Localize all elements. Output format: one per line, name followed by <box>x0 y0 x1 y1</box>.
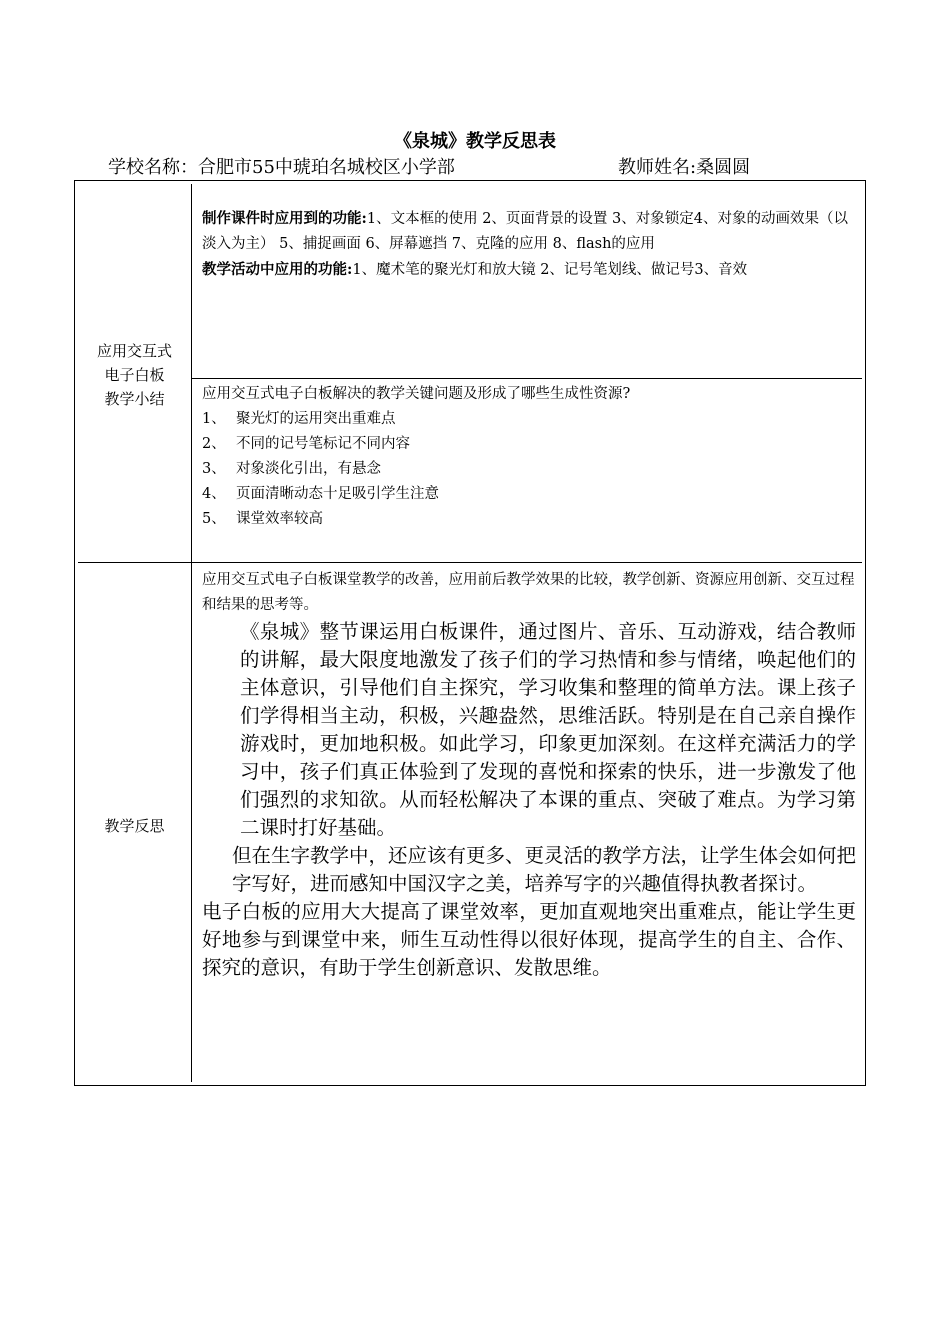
teacher-name: 教师姓名:桑圆圆 <box>618 157 751 178</box>
reflection-prompt: 应用交互式电子白板课堂教学的改善，应用前后教学效果的比较，教学创新、资源应用创新、交互过程和结果的思考等。 <box>202 572 855 613</box>
section1-label <box>78 339 191 411</box>
reflection-paragraph: 但在生字教学中，还应该有更多、更灵活的教学方法，让学生体会如何把字写好，进而感知中国汉字之美，培养写字的兴趣值得执教者探讨。 <box>232 844 857 895</box>
section1-label-line: 教学小结 <box>104 390 165 408</box>
features-cell <box>202 206 856 283</box>
list-item-number: 2、 <box>202 436 226 452</box>
list-item-number: 4、 <box>202 486 226 502</box>
resources-cell <box>202 382 856 532</box>
list-item <box>202 432 856 457</box>
row-divider-sub <box>191 378 862 379</box>
list-item-number: 5、 <box>202 511 226 527</box>
list-item-text: 课堂效率较高 <box>236 511 323 527</box>
school-name: 学校名称：合肥市55中琥珀名城校区小学部 <box>108 157 455 178</box>
courseware-features-title: 制作课件时应用到的功能: <box>202 210 367 227</box>
list-item <box>202 407 856 432</box>
resources-question: 应用交互式电子白板解决的教学关键问题及形成了哪些生成性资源? <box>202 386 631 402</box>
section2-label: 教学反思 <box>104 817 165 835</box>
reflection-table <box>74 180 866 1086</box>
column-divider <box>191 184 192 1082</box>
list-item <box>202 457 856 482</box>
list-item <box>202 482 856 507</box>
list-item-text: 页面清晰动态十足吸引学生注意 <box>236 486 439 502</box>
header-info <box>108 155 888 181</box>
reflection-table-inner <box>78 184 862 1082</box>
reflection-body <box>202 618 856 982</box>
reflection-cell <box>202 568 856 982</box>
list-item-number: 3、 <box>202 461 226 477</box>
list-item-text: 聚光灯的运用突出重难点 <box>236 411 396 427</box>
activity-features <box>202 257 856 283</box>
reflection-paragraph: 《泉城》整节课运用白板课件，通过图片、音乐、互动游戏，结合教师的讲解，最大限度地激发了孩子们的学习热情和参与情绪，唤起他们的主体意识，引导他们自主探究，学习收集和整理的简单方法。课上孩子们学得相当主动，积极，兴趣盎然，思维活跃。特别是在自己亲自操作游戏时，更加地积极。如此学习，印象更加深刻。在这样充满活力的学习中，孩子们真正体验到了发现的喜悦和探索的快乐，进一步激发了他们强烈的求知欲。从而轻松解决了本课的重点、突破了难点。为学习第二课时打好基础。 <box>240 620 856 839</box>
activity-features-title: 教学活动中应用的功能: <box>202 261 353 278</box>
activity-features-text: 1、魔术笔的聚光灯和放大镜 2、记号笔划线、做记号3、音效 <box>352 262 748 278</box>
list-item-text: 对象淡化引出，有悬念 <box>236 461 381 477</box>
section1-label-line: 应用交互式 <box>96 342 172 360</box>
reflection-paragraph: 电子白板的应用大大提高了课堂效率，更加直观地突出重难点，能让学生更好地参与到课堂中来，师生互动性得以很好体现，提高学生的自主、合作、探究的意识，有助于学生创新意识、发散思维。 <box>202 900 856 979</box>
list-item <box>202 507 856 532</box>
row-divider-main <box>78 562 862 563</box>
page-title: 《泉城》教学反思表 <box>394 131 556 152</box>
courseware-features-text: 1、文本框的使用 2、页面背景的设置 3、对象锁定4、对象的动画效果（以淡入为主） 5、捕捉画面 6、屏幕遮挡 7、克隆的应用 8、flash的应用 <box>202 211 848 252</box>
list-item-text: 不同的记号笔标记不同内容 <box>236 436 410 452</box>
section1-label-line: 电子白板 <box>104 366 165 384</box>
courseware-features <box>202 206 856 257</box>
list-item-number: 1、 <box>202 411 226 427</box>
